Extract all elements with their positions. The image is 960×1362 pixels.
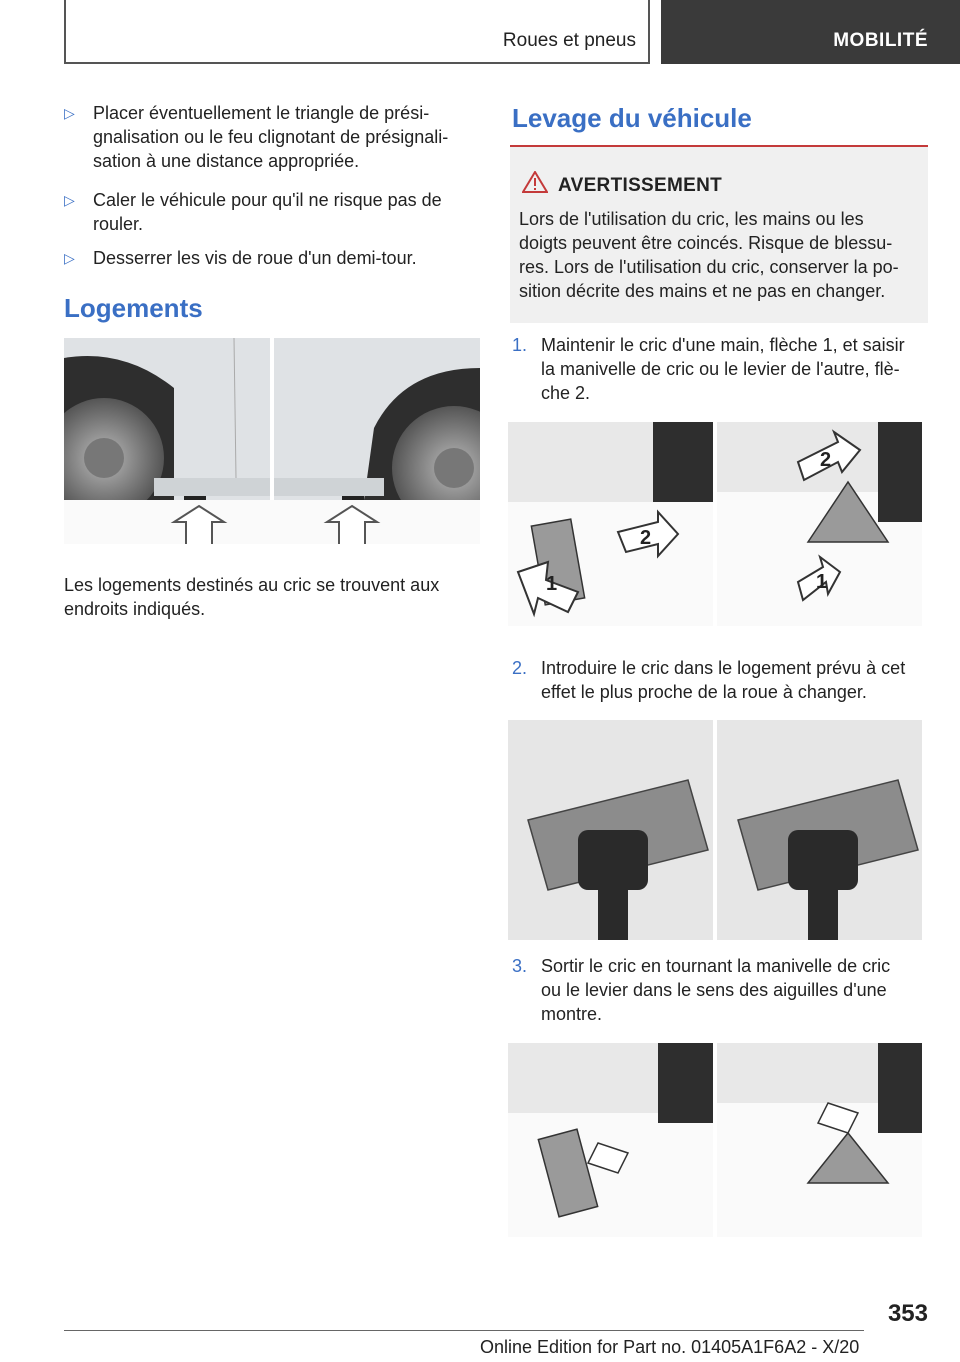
jack-crank-illustration: [508, 1043, 922, 1237]
jacking-points-photo: [64, 338, 480, 544]
arrow-label: 1: [546, 573, 558, 595]
section-title: Roues et pneus: [502, 30, 636, 51]
chapter-tab: [661, 0, 960, 64]
header-rule-bottom: [64, 62, 650, 64]
header-rule-mid: [648, 0, 650, 64]
chapter-title: MOBILITÉ: [833, 30, 928, 51]
bullet-text: Placer éventuellement le triangle de prési‐ gnalisation ou le feu clignotant de présignali‐ sation à une distance appropriée.: [93, 103, 449, 171]
warning-title: AVERTISSEMENT: [558, 175, 723, 196]
triangle-bullet-icon: ▷: [64, 192, 75, 208]
edition-line: Online Edition for Part no. 01405A1F6A2 - X/20: [480, 1337, 860, 1357]
step-text: Introduire le cric dans le logement prévu à cet effet le plus proche de la roue à changer.: [541, 658, 906, 702]
jacking-point-illustration: [508, 720, 922, 940]
step-text: Maintenir le cric d'une main, flèche 1, et saisir la manivelle de cric ou le levier de l'autre, flè‐ che 2.: [541, 335, 905, 403]
footer-rule: [64, 1330, 864, 1331]
jack-hold-photo: [508, 422, 922, 626]
page-number: 353: [887, 1300, 928, 1327]
caption-logements: Les logements destinés au cric se trouvent aux endroits indiqués.: [64, 575, 440, 619]
bullet-text: Desserrer les vis de roue d'un demi-tour.: [93, 248, 417, 268]
warning-triangle-icon: [522, 171, 548, 193]
arrow-label: 2: [640, 527, 652, 549]
heading-logements: Logements: [64, 293, 203, 323]
warning-body: Lors de l'utilisation du cric, les mains ou les doigts peuvent être coincés. Risque de blessu‐ res. Lors de l'utilisation du cric, conserver la po‐ sition décrite des mains et ne pas en changer.: [519, 209, 899, 301]
step-number: 3.: [512, 956, 528, 976]
jack-insert-photo: [508, 720, 922, 940]
heading-levage: Levage du véhicule: [512, 103, 752, 133]
bullet-text: Caler le véhicule pour qu'il ne risque pas de rouler.: [93, 190, 442, 234]
arrow-label: 1: [816, 571, 828, 593]
triangle-bullet-icon: ▷: [64, 250, 75, 266]
step-text: Sortir le cric en tournant la manivelle de cric ou le levier dans le sens des aiguilles d'une montre.: [541, 956, 891, 1024]
jack-crank-photo: [508, 1043, 922, 1237]
triangle-bullet-icon: ▷: [64, 105, 75, 121]
arrow-label: 2: [820, 449, 832, 471]
step-number: 2.: [512, 658, 528, 678]
warning-box: [510, 145, 928, 323]
header-rule-left: [64, 0, 66, 64]
step-number: 1.: [512, 335, 528, 355]
jack-illustration: [508, 422, 922, 626]
car-side-illustration: [64, 338, 480, 544]
